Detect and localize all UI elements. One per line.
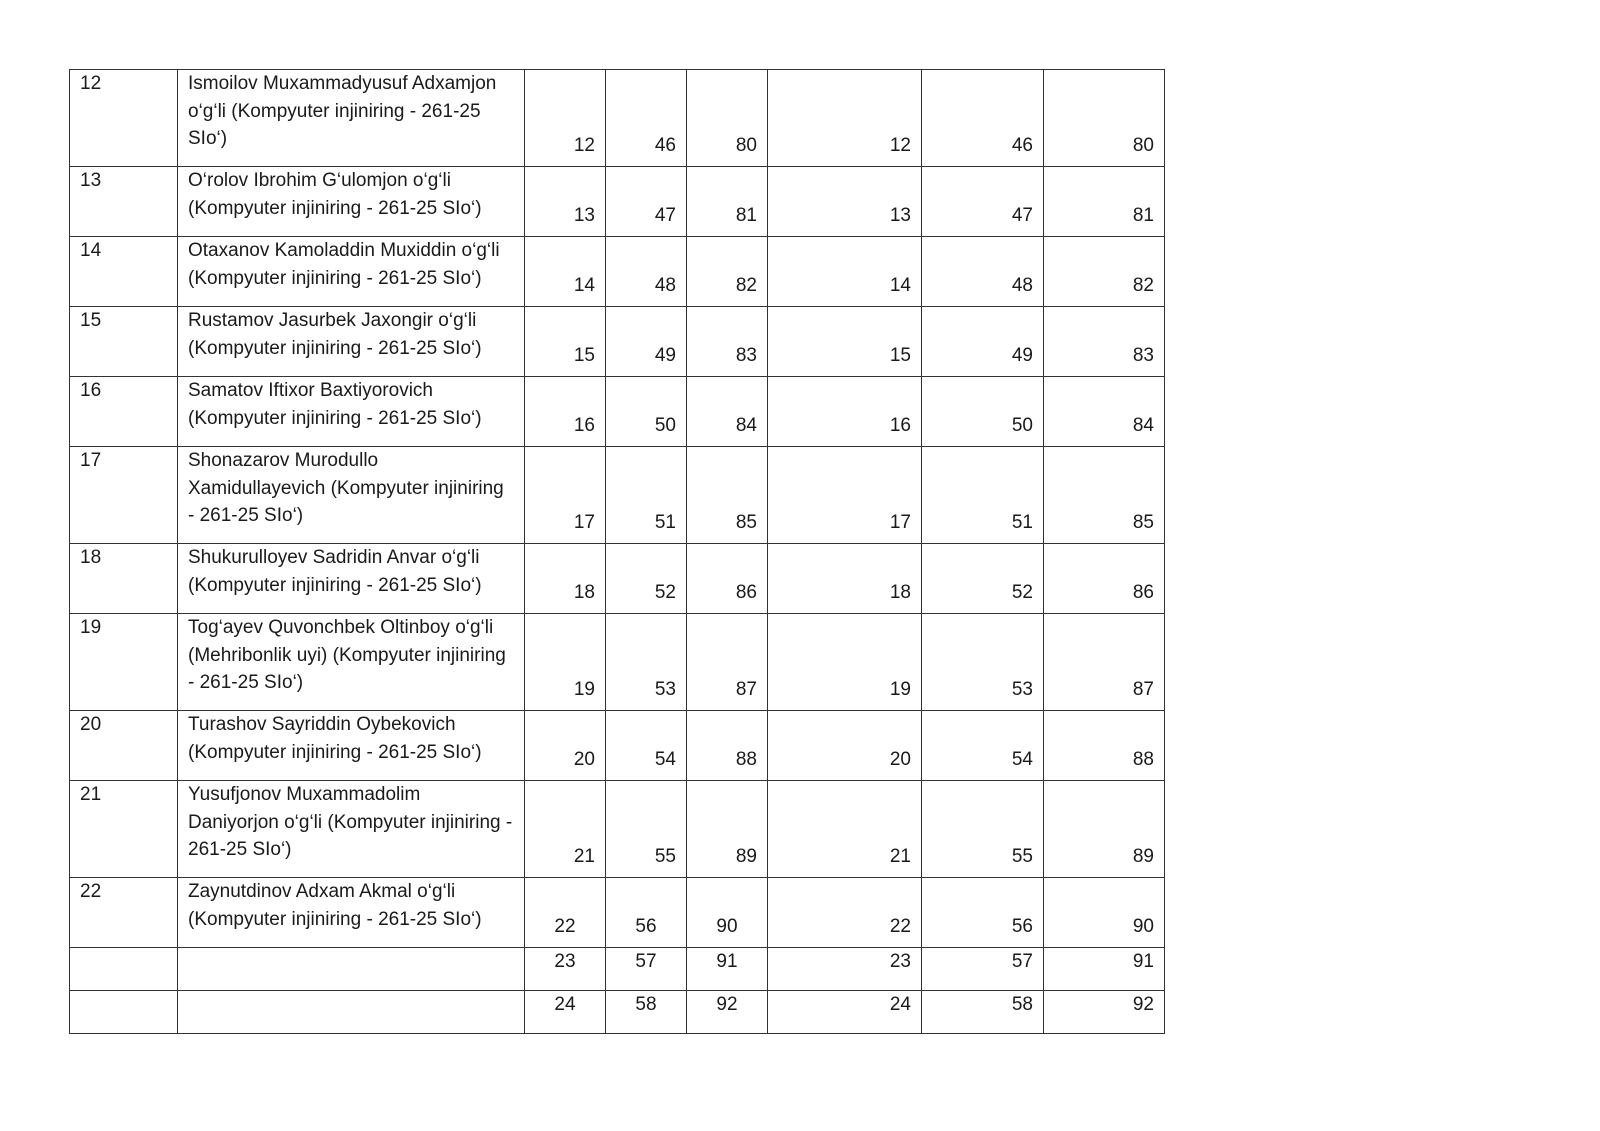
- row-number: 20: [70, 711, 178, 781]
- value-cell: 55: [922, 781, 1044, 878]
- value-cell: 88: [687, 711, 768, 781]
- value-cell: 13: [525, 167, 606, 237]
- student-name: Rustamov Jasurbek Jaxongir o‘g‘li (Kompyuter injiniring - 261-25 SIo‘): [178, 307, 525, 377]
- value-cell: 15: [768, 307, 922, 377]
- student-name: Zaynutdinov Adxam Akmal o‘g‘li (Kompyuter injiniring - 261-25 SIo‘): [178, 878, 525, 948]
- value-cell: 22: [768, 878, 922, 948]
- table-row: [70, 991, 1165, 1034]
- value-cell: 55: [606, 781, 687, 878]
- table-row: [70, 70, 1165, 167]
- value-cell: 47: [922, 167, 1044, 237]
- student-name: Yusufjonov Muxammadolim Daniyorjon o‘g‘li (Kompyuter injiniring - 261-25 SIo‘): [178, 781, 525, 878]
- row-number: 15: [70, 307, 178, 377]
- value-cell: 24: [525, 991, 606, 1034]
- value-cell: 57: [922, 948, 1044, 991]
- row-number: 17: [70, 447, 178, 544]
- value-cell: 21: [525, 781, 606, 878]
- student-name: Shonazarov Murodullo Xamidullayevich (Kompyuter injiniring - 261-25 SIo‘): [178, 447, 525, 544]
- value-cell: 92: [1044, 991, 1165, 1034]
- value-cell: 91: [1044, 948, 1165, 991]
- value-cell: 17: [768, 447, 922, 544]
- value-cell: 88: [1044, 711, 1165, 781]
- value-cell: 20: [768, 711, 922, 781]
- table-row: [70, 878, 1165, 948]
- value-cell: 52: [606, 544, 687, 614]
- value-cell: 15: [525, 307, 606, 377]
- value-cell: 12: [525, 70, 606, 167]
- table-row: [70, 377, 1165, 447]
- value-cell: 82: [687, 237, 768, 307]
- value-cell: 12: [768, 70, 922, 167]
- value-cell: 84: [687, 377, 768, 447]
- value-cell: 56: [606, 878, 687, 948]
- value-cell: 46: [606, 70, 687, 167]
- value-cell: 13: [768, 167, 922, 237]
- value-cell: 90: [687, 878, 768, 948]
- table-row: [70, 614, 1165, 711]
- value-cell: 19: [525, 614, 606, 711]
- student-name: Samatov Iftixor Baxtiyorovich (Kompyuter injiniring - 261-25 SIo‘): [178, 377, 525, 447]
- value-cell: 16: [768, 377, 922, 447]
- student-name: Turashov Sayriddin Oybekovich (Kompyuter injiniring - 261-25 SIo‘): [178, 711, 525, 781]
- table-row: [70, 711, 1165, 781]
- row-number: 22: [70, 878, 178, 948]
- value-cell: 47: [606, 167, 687, 237]
- value-cell: 54: [922, 711, 1044, 781]
- table-row: [70, 307, 1165, 377]
- value-cell: 23: [768, 948, 922, 991]
- table-row: [70, 544, 1165, 614]
- value-cell: 81: [1044, 167, 1165, 237]
- value-cell: 18: [525, 544, 606, 614]
- value-cell: 53: [922, 614, 1044, 711]
- student-name: O‘rolov Ibrohim G‘ulomjon o‘g‘li (Kompyuter injiniring - 261-25 SIo‘): [178, 167, 525, 237]
- value-cell: 16: [525, 377, 606, 447]
- value-cell: 87: [687, 614, 768, 711]
- value-cell: 83: [1044, 307, 1165, 377]
- row-number: [70, 991, 178, 1034]
- value-cell: 20: [525, 711, 606, 781]
- row-number: 13: [70, 167, 178, 237]
- value-cell: 50: [606, 377, 687, 447]
- value-cell: 51: [922, 447, 1044, 544]
- table-row: [70, 237, 1165, 307]
- value-cell: 48: [606, 237, 687, 307]
- value-cell: 89: [1044, 781, 1165, 878]
- value-cell: 83: [687, 307, 768, 377]
- value-cell: 91: [687, 948, 768, 991]
- value-cell: 84: [1044, 377, 1165, 447]
- value-cell: 14: [768, 237, 922, 307]
- value-cell: 51: [606, 447, 687, 544]
- value-cell: 49: [606, 307, 687, 377]
- value-cell: 80: [1044, 70, 1165, 167]
- value-cell: 56: [922, 878, 1044, 948]
- row-number: 12: [70, 70, 178, 167]
- row-number: 18: [70, 544, 178, 614]
- value-cell: 90: [1044, 878, 1165, 948]
- value-cell: 17: [525, 447, 606, 544]
- value-cell: 54: [606, 711, 687, 781]
- value-cell: 89: [687, 781, 768, 878]
- value-cell: 49: [922, 307, 1044, 377]
- value-cell: 21: [768, 781, 922, 878]
- row-number: 21: [70, 781, 178, 878]
- row-number: [70, 948, 178, 991]
- value-cell: 58: [606, 991, 687, 1034]
- value-cell: 85: [1044, 447, 1165, 544]
- value-cell: 82: [1044, 237, 1165, 307]
- value-cell: 50: [922, 377, 1044, 447]
- student-name: Tog‘ayev Quvonchbek Oltinboy o‘g‘li (Mehribonlik uyi) (Kompyuter injiniring - 261-25 SIo‘): [178, 614, 525, 711]
- value-cell: 19: [768, 614, 922, 711]
- value-cell: 24: [768, 991, 922, 1034]
- table-row: [70, 948, 1165, 991]
- row-number: 16: [70, 377, 178, 447]
- value-cell: 57: [606, 948, 687, 991]
- value-cell: 86: [687, 544, 768, 614]
- table-row: [70, 781, 1165, 878]
- row-number: 14: [70, 237, 178, 307]
- value-cell: 85: [687, 447, 768, 544]
- student-name: [178, 948, 525, 991]
- value-cell: 52: [922, 544, 1044, 614]
- row-number: 19: [70, 614, 178, 711]
- value-cell: 48: [922, 237, 1044, 307]
- value-cell: 58: [922, 991, 1044, 1034]
- value-cell: 92: [687, 991, 768, 1034]
- value-cell: 80: [687, 70, 768, 167]
- value-cell: 81: [687, 167, 768, 237]
- value-cell: 87: [1044, 614, 1165, 711]
- student-name: [178, 991, 525, 1034]
- table-row: [70, 447, 1165, 544]
- value-cell: 14: [525, 237, 606, 307]
- student-name: Shukurulloyev Sadridin Anvar o‘g‘li (Kompyuter injiniring - 261-25 SIo‘): [178, 544, 525, 614]
- value-cell: 23: [525, 948, 606, 991]
- value-cell: 53: [606, 614, 687, 711]
- value-cell: 22: [525, 878, 606, 948]
- student-name: Otaxanov Kamoladdin Muxiddin o‘g‘li (Kompyuter injiniring - 261-25 SIo‘): [178, 237, 525, 307]
- value-cell: 18: [768, 544, 922, 614]
- student-name: Ismoilov Muxammadyusuf Adxamjon o‘g‘li (Kompyuter injiniring - 261-25 SIo‘): [178, 70, 525, 167]
- table-row: [70, 167, 1165, 237]
- value-cell: 46: [922, 70, 1044, 167]
- value-cell: 86: [1044, 544, 1165, 614]
- student-grades-table: [69, 69, 1165, 1034]
